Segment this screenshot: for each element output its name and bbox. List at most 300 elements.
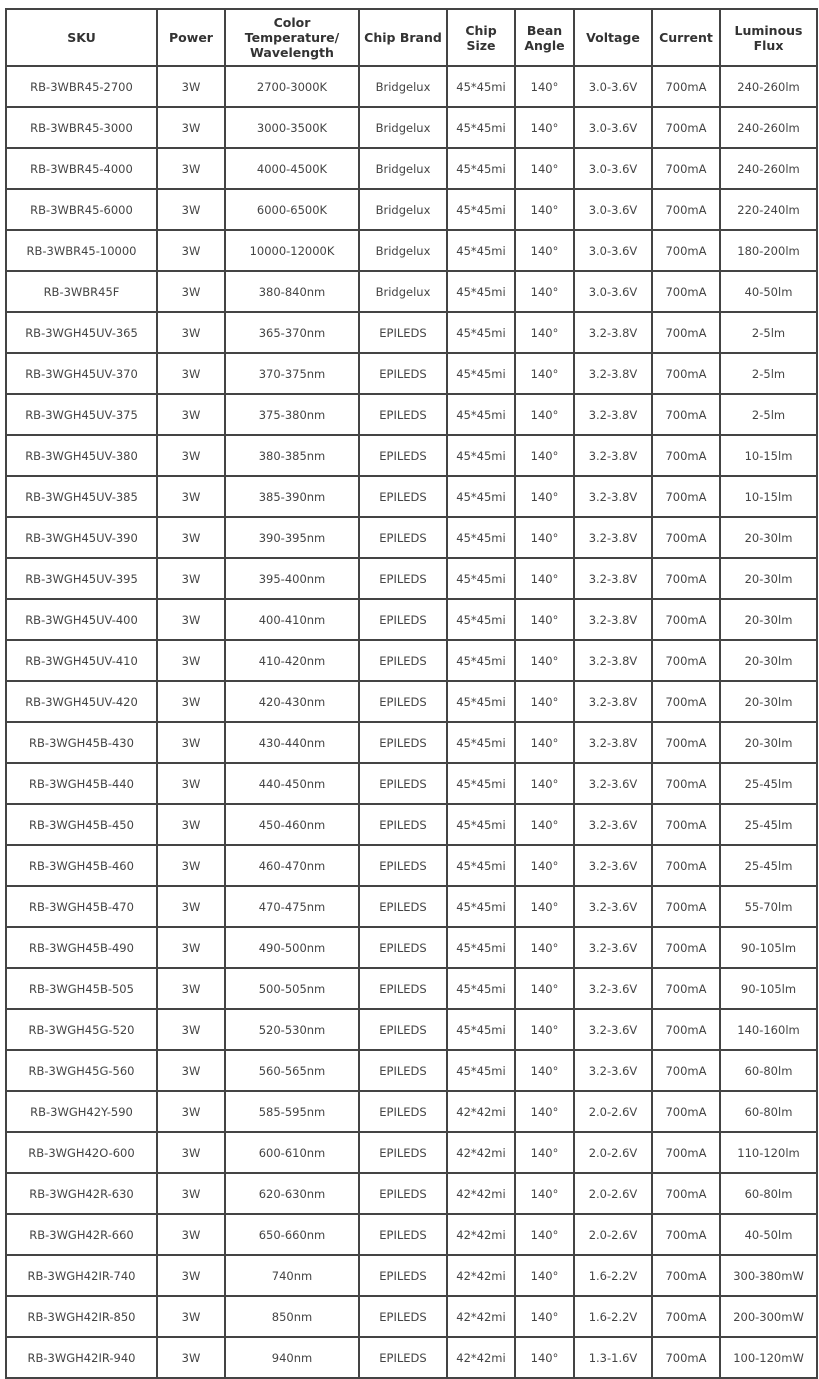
cell-sku: RB-3WGH45UV-380 <box>6 435 157 476</box>
cell-luminous-flux: 200-300mW <box>720 1296 817 1337</box>
cell-voltage: 3.2-3.6V <box>574 804 652 845</box>
cell-sku: RB-3WGH45UV-390 <box>6 517 157 558</box>
table-header <box>6 9 817 66</box>
cell-voltage: 2.0-2.6V <box>574 1214 652 1255</box>
cell-chip-brand: EPILEDS <box>359 353 447 394</box>
cell-current: 700mA <box>652 107 720 148</box>
cell-beam-angle: 140° <box>515 763 574 804</box>
cell-chip-brand: Bridgelux <box>359 271 447 312</box>
cell-luminous-flux: 25-45lm <box>720 845 817 886</box>
cell-power: 3W <box>157 517 225 558</box>
cell-chip-brand: EPILEDS <box>359 886 447 927</box>
cell-luminous-flux: 25-45lm <box>720 804 817 845</box>
cell-beam-angle: 140° <box>515 1214 574 1255</box>
cell-sku: RB-3WGH42O-600 <box>6 1132 157 1173</box>
cell-beam-angle: 140° <box>515 435 574 476</box>
cell-voltage: 3.2-3.6V <box>574 927 652 968</box>
table-row <box>6 517 817 558</box>
cell-color-temperature: 440-450nm <box>225 763 359 804</box>
cell-sku: RB-3WGH45UV-400 <box>6 599 157 640</box>
cell-chip-size: 45*45mi <box>447 722 515 763</box>
cell-beam-angle: 140° <box>515 230 574 271</box>
header-row <box>6 9 817 66</box>
cell-color-temperature: 650-660nm <box>225 1214 359 1255</box>
cell-luminous-flux: 2-5lm <box>720 353 817 394</box>
cell-current: 700mA <box>652 558 720 599</box>
cell-chip-size: 42*42mi <box>447 1296 515 1337</box>
cell-luminous-flux: 220-240lm <box>720 189 817 230</box>
table-row <box>6 1255 817 1296</box>
cell-power: 3W <box>157 681 225 722</box>
cell-power: 3W <box>157 107 225 148</box>
cell-chip-size: 45*45mi <box>447 353 515 394</box>
cell-current: 700mA <box>652 435 720 476</box>
table-row <box>6 599 817 640</box>
cell-chip-size: 45*45mi <box>447 230 515 271</box>
cell-chip-brand: EPILEDS <box>359 804 447 845</box>
cell-current: 700mA <box>652 476 720 517</box>
header-current: Current <box>652 9 720 66</box>
cell-beam-angle: 140° <box>515 1009 574 1050</box>
cell-voltage: 3.0-3.6V <box>574 107 652 148</box>
cell-color-temperature: 10000-12000K <box>225 230 359 271</box>
cell-voltage: 3.2-3.6V <box>574 845 652 886</box>
cell-luminous-flux: 240-260lm <box>720 107 817 148</box>
cell-chip-brand: Bridgelux <box>359 107 447 148</box>
cell-sku: RB-3WGH45B-505 <box>6 968 157 1009</box>
cell-luminous-flux: 25-45lm <box>720 763 817 804</box>
cell-color-temperature: 600-610nm <box>225 1132 359 1173</box>
cell-chip-size: 45*45mi <box>447 845 515 886</box>
cell-sku: RB-3WGH45UV-375 <box>6 394 157 435</box>
cell-power: 3W <box>157 968 225 1009</box>
cell-chip-size: 45*45mi <box>447 640 515 681</box>
cell-beam-angle: 140° <box>515 476 574 517</box>
cell-luminous-flux: 240-260lm <box>720 66 817 107</box>
cell-beam-angle: 140° <box>515 517 574 558</box>
cell-sku: RB-3WGH42R-630 <box>6 1173 157 1214</box>
cell-luminous-flux: 20-30lm <box>720 517 817 558</box>
table-row <box>6 353 817 394</box>
cell-current: 700mA <box>652 845 720 886</box>
table-row <box>6 476 817 517</box>
cell-sku: RB-3WGH42IR-940 <box>6 1337 157 1378</box>
cell-color-temperature: 375-380nm <box>225 394 359 435</box>
cell-power: 3W <box>157 599 225 640</box>
cell-luminous-flux: 2-5lm <box>720 312 817 353</box>
cell-current: 700mA <box>652 1255 720 1296</box>
cell-sku: RB-3WGH42IR-740 <box>6 1255 157 1296</box>
cell-beam-angle: 140° <box>515 968 574 1009</box>
cell-chip-size: 45*45mi <box>447 148 515 189</box>
cell-color-temperature: 380-840nm <box>225 271 359 312</box>
header-luminous-flux: Luminous Flux <box>720 9 817 66</box>
cell-luminous-flux: 300-380mW <box>720 1255 817 1296</box>
table-row <box>6 1132 817 1173</box>
cell-power: 3W <box>157 558 225 599</box>
cell-power: 3W <box>157 271 225 312</box>
cell-sku: RB-3WGH42Y-590 <box>6 1091 157 1132</box>
cell-chip-brand: Bridgelux <box>359 66 447 107</box>
cell-sku: RB-3WGH45UV-370 <box>6 353 157 394</box>
cell-chip-size: 45*45mi <box>447 394 515 435</box>
cell-sku: RB-3WGH45B-430 <box>6 722 157 763</box>
cell-power: 3W <box>157 845 225 886</box>
cell-voltage: 1.3-1.6V <box>574 1337 652 1378</box>
cell-sku: RB-3WGH45UV-395 <box>6 558 157 599</box>
cell-power: 3W <box>157 804 225 845</box>
cell-color-temperature: 6000-6500K <box>225 189 359 230</box>
cell-beam-angle: 140° <box>515 1296 574 1337</box>
cell-voltage: 3.2-3.8V <box>574 558 652 599</box>
cell-sku: RB-3WGH42R-660 <box>6 1214 157 1255</box>
cell-chip-size: 45*45mi <box>447 271 515 312</box>
table-row <box>6 558 817 599</box>
cell-voltage: 2.0-2.6V <box>574 1091 652 1132</box>
table-row <box>6 66 817 107</box>
cell-color-temperature: 400-410nm <box>225 599 359 640</box>
header-power: Power <box>157 9 225 66</box>
cell-power: 3W <box>157 1255 225 1296</box>
cell-color-temperature: 410-420nm <box>225 640 359 681</box>
cell-beam-angle: 140° <box>515 189 574 230</box>
cell-luminous-flux: 60-80lm <box>720 1050 817 1091</box>
cell-color-temperature: 500-505nm <box>225 968 359 1009</box>
cell-color-temperature: 450-460nm <box>225 804 359 845</box>
cell-chip-size: 45*45mi <box>447 189 515 230</box>
cell-power: 3W <box>157 189 225 230</box>
cell-power: 3W <box>157 1132 225 1173</box>
cell-power: 3W <box>157 1214 225 1255</box>
cell-color-temperature: 420-430nm <box>225 681 359 722</box>
cell-color-temperature: 390-395nm <box>225 517 359 558</box>
cell-sku: RB-3WBR45-4000 <box>6 148 157 189</box>
cell-power: 3W <box>157 1337 225 1378</box>
cell-beam-angle: 140° <box>515 1255 574 1296</box>
cell-chip-brand: EPILEDS <box>359 968 447 1009</box>
cell-chip-size: 45*45mi <box>447 1009 515 1050</box>
cell-color-temperature: 940nm <box>225 1337 359 1378</box>
cell-current: 700mA <box>652 1337 720 1378</box>
cell-current: 700mA <box>652 1009 720 1050</box>
cell-color-temperature: 850nm <box>225 1296 359 1337</box>
cell-beam-angle: 140° <box>515 107 574 148</box>
cell-color-temperature: 470-475nm <box>225 886 359 927</box>
cell-chip-brand: EPILEDS <box>359 927 447 968</box>
cell-power: 3W <box>157 1009 225 1050</box>
cell-sku: RB-3WGH45B-460 <box>6 845 157 886</box>
cell-beam-angle: 140° <box>515 845 574 886</box>
cell-current: 700mA <box>652 353 720 394</box>
cell-luminous-flux: 240-260lm <box>720 148 817 189</box>
cell-chip-brand: Bridgelux <box>359 189 447 230</box>
cell-color-temperature: 3000-3500K <box>225 107 359 148</box>
cell-voltage: 3.0-3.6V <box>574 271 652 312</box>
cell-color-temperature: 4000-4500K <box>225 148 359 189</box>
cell-chip-brand: EPILEDS <box>359 1091 447 1132</box>
cell-chip-brand: EPILEDS <box>359 763 447 804</box>
table-row <box>6 189 817 230</box>
cell-luminous-flux: 110-120lm <box>720 1132 817 1173</box>
cell-luminous-flux: 2-5lm <box>720 394 817 435</box>
table-row <box>6 1050 817 1091</box>
cell-sku: RB-3WGH45G-520 <box>6 1009 157 1050</box>
cell-current: 700mA <box>652 1091 720 1132</box>
cell-sku: RB-3WGH42IR-850 <box>6 1296 157 1337</box>
cell-power: 3W <box>157 1173 225 1214</box>
table-row <box>6 640 817 681</box>
cell-chip-size: 45*45mi <box>447 681 515 722</box>
cell-chip-size: 45*45mi <box>447 804 515 845</box>
cell-power: 3W <box>157 353 225 394</box>
cell-current: 700mA <box>652 1296 720 1337</box>
table-row <box>6 1337 817 1378</box>
cell-power: 3W <box>157 763 225 804</box>
cell-beam-angle: 140° <box>515 1337 574 1378</box>
cell-chip-size: 45*45mi <box>447 107 515 148</box>
table-row <box>6 1009 817 1050</box>
cell-chip-size: 45*45mi <box>447 517 515 558</box>
cell-power: 3W <box>157 1050 225 1091</box>
cell-current: 700mA <box>652 189 720 230</box>
cell-chip-size: 42*42mi <box>447 1091 515 1132</box>
cell-sku: RB-3WBR45F <box>6 271 157 312</box>
cell-sku: RB-3WBR45-6000 <box>6 189 157 230</box>
cell-luminous-flux: 140-160lm <box>720 1009 817 1050</box>
table-row <box>6 394 817 435</box>
cell-chip-size: 45*45mi <box>447 66 515 107</box>
table-row <box>6 148 817 189</box>
cell-chip-brand: EPILEDS <box>359 722 447 763</box>
cell-voltage: 1.6-2.2V <box>574 1255 652 1296</box>
cell-power: 3W <box>157 435 225 476</box>
cell-sku: RB-3WGH45B-440 <box>6 763 157 804</box>
cell-chip-brand: EPILEDS <box>359 435 447 476</box>
cell-power: 3W <box>157 394 225 435</box>
table-row <box>6 1173 817 1214</box>
cell-voltage: 3.2-3.8V <box>574 435 652 476</box>
cell-power: 3W <box>157 312 225 353</box>
cell-chip-brand: EPILEDS <box>359 599 447 640</box>
cell-luminous-flux: 20-30lm <box>720 640 817 681</box>
cell-chip-size: 42*42mi <box>447 1337 515 1378</box>
cell-current: 700mA <box>652 804 720 845</box>
cell-luminous-flux: 60-80lm <box>720 1091 817 1132</box>
cell-current: 700mA <box>652 230 720 271</box>
table-row <box>6 271 817 312</box>
table-row <box>6 107 817 148</box>
cell-voltage: 3.2-3.6V <box>574 1050 652 1091</box>
cell-beam-angle: 140° <box>515 640 574 681</box>
cell-power: 3W <box>157 886 225 927</box>
cell-voltage: 2.0-2.6V <box>574 1132 652 1173</box>
cell-voltage: 3.2-3.8V <box>574 517 652 558</box>
cell-current: 700mA <box>652 148 720 189</box>
cell-chip-size: 45*45mi <box>447 476 515 517</box>
header-beam-angle: Bean Angle <box>515 9 574 66</box>
cell-chip-size: 45*45mi <box>447 312 515 353</box>
cell-sku: RB-3WGH45B-450 <box>6 804 157 845</box>
cell-chip-brand: EPILEDS <box>359 1296 447 1337</box>
cell-chip-size: 45*45mi <box>447 435 515 476</box>
cell-color-temperature: 620-630nm <box>225 1173 359 1214</box>
cell-chip-brand: EPILEDS <box>359 1214 447 1255</box>
cell-luminous-flux: 20-30lm <box>720 599 817 640</box>
table-row <box>6 1214 817 1255</box>
cell-luminous-flux: 40-50lm <box>720 271 817 312</box>
cell-current: 700mA <box>652 271 720 312</box>
cell-chip-size: 42*42mi <box>447 1132 515 1173</box>
cell-beam-angle: 140° <box>515 271 574 312</box>
cell-current: 700mA <box>652 722 720 763</box>
cell-chip-brand: EPILEDS <box>359 681 447 722</box>
cell-chip-brand: EPILEDS <box>359 1173 447 1214</box>
cell-current: 700mA <box>652 599 720 640</box>
cell-sku: RB-3WGH45UV-410 <box>6 640 157 681</box>
cell-beam-angle: 140° <box>515 804 574 845</box>
cell-color-temperature: 2700-3000K <box>225 66 359 107</box>
cell-beam-angle: 140° <box>515 722 574 763</box>
cell-voltage: 1.6-2.2V <box>574 1296 652 1337</box>
table-row <box>6 886 817 927</box>
cell-current: 700mA <box>652 394 720 435</box>
led-spec-table <box>5 8 818 1379</box>
cell-voltage: 3.2-3.8V <box>574 722 652 763</box>
cell-beam-angle: 140° <box>515 1132 574 1173</box>
cell-chip-size: 45*45mi <box>447 1050 515 1091</box>
cell-current: 700mA <box>652 66 720 107</box>
cell-sku: RB-3WGH45B-490 <box>6 927 157 968</box>
cell-voltage: 3.2-3.8V <box>574 640 652 681</box>
cell-chip-brand: EPILEDS <box>359 394 447 435</box>
table-row <box>6 1091 817 1132</box>
cell-color-temperature: 380-385nm <box>225 435 359 476</box>
cell-beam-angle: 140° <box>515 681 574 722</box>
cell-current: 700mA <box>652 927 720 968</box>
cell-chip-size: 42*42mi <box>447 1173 515 1214</box>
cell-sku: RB-3WGH45B-470 <box>6 886 157 927</box>
cell-voltage: 3.2-3.6V <box>574 763 652 804</box>
cell-power: 3W <box>157 722 225 763</box>
cell-luminous-flux: 20-30lm <box>720 722 817 763</box>
cell-beam-angle: 140° <box>515 66 574 107</box>
cell-beam-angle: 140° <box>515 1050 574 1091</box>
cell-power: 3W <box>157 1091 225 1132</box>
cell-sku: RB-3WGH45G-560 <box>6 1050 157 1091</box>
cell-chip-brand: EPILEDS <box>359 558 447 599</box>
cell-luminous-flux: 55-70lm <box>720 886 817 927</box>
cell-chip-brand: EPILEDS <box>359 476 447 517</box>
cell-sku: RB-3WBR45-10000 <box>6 230 157 271</box>
cell-color-temperature: 560-565nm <box>225 1050 359 1091</box>
table-row <box>6 435 817 476</box>
cell-sku: RB-3WBR45-2700 <box>6 66 157 107</box>
cell-voltage: 3.0-3.6V <box>574 189 652 230</box>
cell-chip-brand: EPILEDS <box>359 845 447 886</box>
cell-chip-size: 42*42mi <box>447 1214 515 1255</box>
cell-chip-size: 45*45mi <box>447 763 515 804</box>
cell-color-temperature: 395-400nm <box>225 558 359 599</box>
cell-sku: RB-3WGH45UV-365 <box>6 312 157 353</box>
cell-current: 700mA <box>652 681 720 722</box>
cell-current: 700mA <box>652 1050 720 1091</box>
cell-voltage: 3.2-3.8V <box>574 681 652 722</box>
table-row <box>6 968 817 1009</box>
cell-luminous-flux: 60-80lm <box>720 1173 817 1214</box>
cell-chip-brand: EPILEDS <box>359 1009 447 1050</box>
header-sku: SKU <box>6 9 157 66</box>
cell-chip-brand: Bridgelux <box>359 230 447 271</box>
table-row <box>6 845 817 886</box>
cell-luminous-flux: 20-30lm <box>720 558 817 599</box>
cell-current: 700mA <box>652 763 720 804</box>
cell-power: 3W <box>157 927 225 968</box>
table-body <box>6 66 817 1378</box>
cell-luminous-flux: 40-50lm <box>720 1214 817 1255</box>
cell-color-temperature: 740nm <box>225 1255 359 1296</box>
cell-sku: RB-3WBR45-3000 <box>6 107 157 148</box>
cell-luminous-flux: 10-15lm <box>720 476 817 517</box>
cell-color-temperature: 585-595nm <box>225 1091 359 1132</box>
cell-color-temperature: 385-390nm <box>225 476 359 517</box>
cell-voltage: 3.0-3.6V <box>574 66 652 107</box>
cell-power: 3W <box>157 1296 225 1337</box>
cell-voltage: 3.2-3.8V <box>574 394 652 435</box>
cell-power: 3W <box>157 66 225 107</box>
cell-chip-size: 45*45mi <box>447 968 515 1009</box>
cell-current: 700mA <box>652 1173 720 1214</box>
table-row <box>6 312 817 353</box>
header-chip-brand: Chip Brand <box>359 9 447 66</box>
table-row <box>6 763 817 804</box>
cell-beam-angle: 140° <box>515 1173 574 1214</box>
table-row <box>6 722 817 763</box>
cell-voltage: 2.0-2.6V <box>574 1173 652 1214</box>
cell-luminous-flux: 10-15lm <box>720 435 817 476</box>
cell-chip-brand: EPILEDS <box>359 1337 447 1378</box>
table-row <box>6 804 817 845</box>
cell-color-temperature: 365-370nm <box>225 312 359 353</box>
cell-beam-angle: 140° <box>515 148 574 189</box>
cell-power: 3W <box>157 640 225 681</box>
cell-luminous-flux: 90-105lm <box>720 968 817 1009</box>
cell-beam-angle: 140° <box>515 312 574 353</box>
table-row <box>6 927 817 968</box>
cell-voltage: 3.2-3.6V <box>574 968 652 1009</box>
cell-beam-angle: 140° <box>515 927 574 968</box>
cell-voltage: 3.2-3.6V <box>574 1009 652 1050</box>
cell-sku: RB-3WGH45UV-385 <box>6 476 157 517</box>
cell-color-temperature: 460-470nm <box>225 845 359 886</box>
cell-color-temperature: 370-375nm <box>225 353 359 394</box>
cell-power: 3W <box>157 230 225 271</box>
cell-color-temperature: 520-530nm <box>225 1009 359 1050</box>
cell-color-temperature: 490-500nm <box>225 927 359 968</box>
cell-chip-size: 42*42mi <box>447 1255 515 1296</box>
cell-current: 700mA <box>652 640 720 681</box>
cell-chip-brand: EPILEDS <box>359 1255 447 1296</box>
cell-voltage: 3.2-3.8V <box>574 353 652 394</box>
cell-chip-size: 45*45mi <box>447 558 515 599</box>
spec-table-container <box>5 8 818 1379</box>
cell-chip-size: 45*45mi <box>447 886 515 927</box>
cell-voltage: 3.0-3.6V <box>574 148 652 189</box>
cell-chip-size: 45*45mi <box>447 599 515 640</box>
cell-luminous-flux: 180-200lm <box>720 230 817 271</box>
cell-voltage: 3.0-3.6V <box>574 230 652 271</box>
cell-current: 700mA <box>652 1214 720 1255</box>
cell-chip-size: 45*45mi <box>447 927 515 968</box>
